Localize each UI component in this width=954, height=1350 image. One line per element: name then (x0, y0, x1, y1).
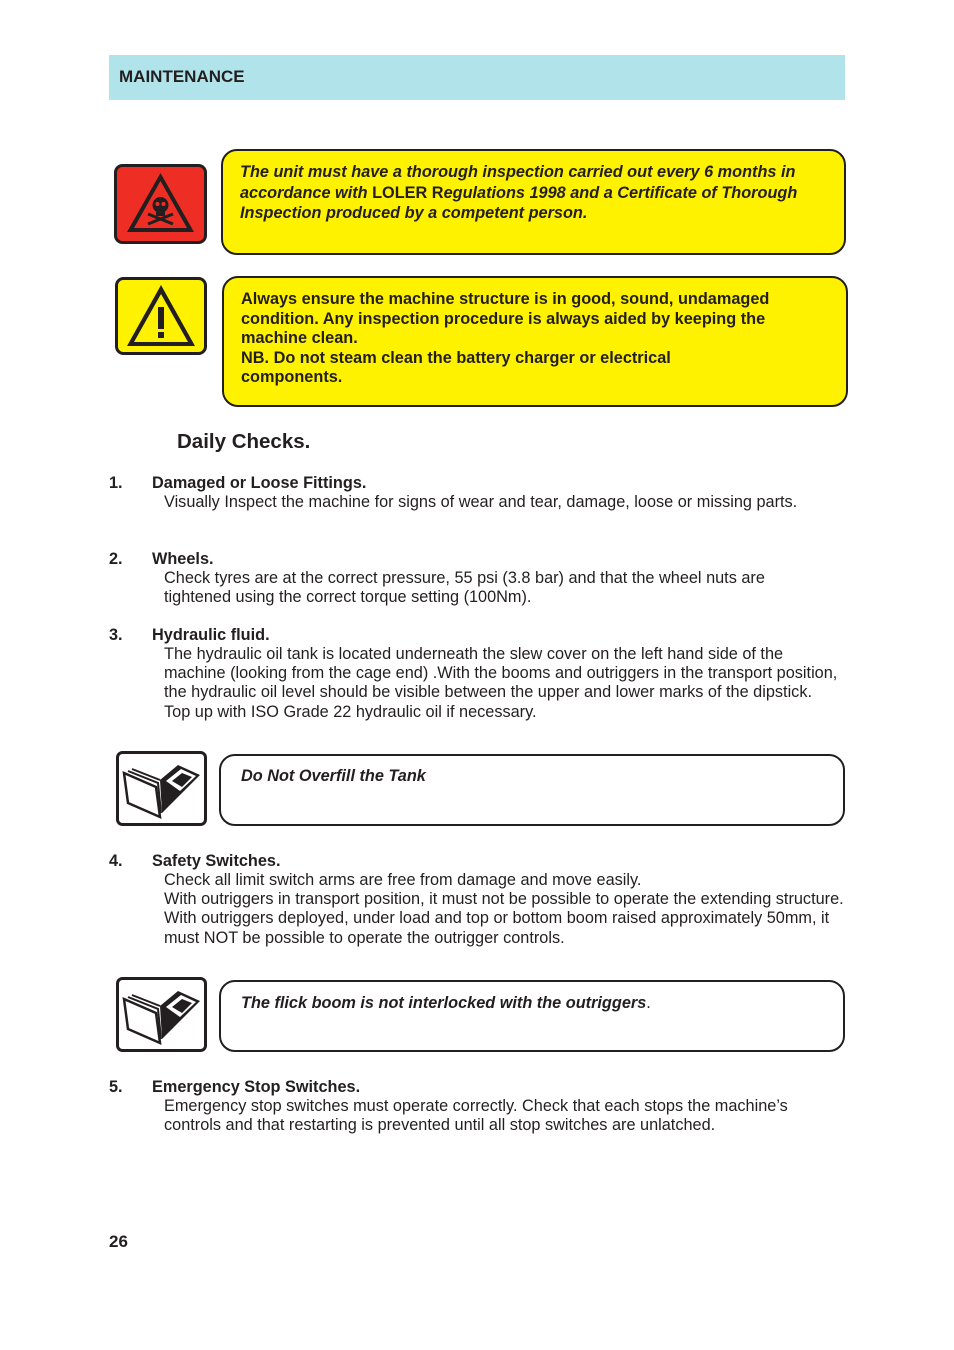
manual-book-icon (116, 751, 207, 826)
flick-boom-note-text (241, 994, 651, 1013)
daily-checks-heading: Daily Checks. (177, 430, 311, 453)
item-paragraph: With outriggers in transport position, it must not be possible to operate the extending structure. (164, 890, 844, 909)
loler-text-em: LOLER R (372, 183, 444, 202)
item-paragraph: The hydraulic oil tank is located underneath the slew cover on the left hand side of the machine (looking from the cage end) .With the booms and outriggers in the transport position, the hydraulic oil level should be visible between the upper and lower marks of the dipstick. (164, 645, 838, 702)
item-paragraph: Emergency stop switches must operate correctly. Check that each stops the machine’s controls and that restarting is prevented until all stop switches are unlatched. (164, 1097, 788, 1135)
item-paragraph: With outriggers deployed, under load and top or bottom boom raised approximately 50mm, it must NOT be possible to operate the outrigger controls. (164, 909, 830, 947)
warning-line: condition. Any inspection procedure is always aided by keeping the (241, 309, 766, 328)
item-title: Emergency Stop Switches. (152, 1078, 361, 1096)
loler-text-part: egulations 1998 and a Certificate of Thorough Inspection produced by a competent person. (240, 183, 798, 222)
warning-line: NB. Do not steam clean the battery charger or electrical (241, 348, 671, 367)
item-paragraph: Visually Inspect the machine for signs of wear and tear, damage, loose or missing parts. (164, 493, 798, 511)
note-text: The flick boom is not interlocked with the outriggers (241, 994, 647, 1012)
item-title: Safety Switches. (152, 852, 281, 870)
item-body (164, 493, 824, 512)
manual-book-icon (116, 977, 207, 1052)
warning-line: components. (241, 368, 343, 387)
loler-warning-text (240, 162, 835, 224)
item-paragraph: Top up with ISO Grade 22 hydraulic oil if necessary. (164, 702, 537, 721)
item-number: 5. (109, 1078, 123, 1096)
note-text: Do Not Overfill the Tank (241, 767, 426, 785)
warning-line: machine clean. (241, 329, 358, 348)
note-suffix: . (646, 994, 651, 1012)
exclamation-triangle-icon (115, 277, 207, 355)
section-header-bar (109, 55, 845, 100)
item-body (164, 569, 836, 607)
machine-structure-warning-text (241, 290, 841, 388)
overfill-note-text (241, 767, 426, 786)
item-body (164, 871, 844, 948)
item-number: 4. (109, 852, 123, 870)
loler-text-part: The unit must have a thorough inspection carried out every 6 months in accordance with (240, 163, 796, 202)
warning-line: Always ensure the machine structure is in good, sound, undamaged (241, 290, 770, 308)
item-paragraph: Check all limit switch arms are free from damage and move easily. (164, 871, 642, 889)
item-paragraph: Check tyres are at the correct pressure, 55 psi (3.8 bar) and that the wheel nuts are tightened using the correct torque setting (100Nm). (164, 569, 765, 607)
overfill-note-box (219, 754, 845, 826)
item-title: Damaged or Loose Fittings. (152, 474, 367, 492)
flick-boom-note-box (219, 980, 845, 1052)
skull-crossbones-icon (114, 164, 207, 244)
item-number: 3. (109, 626, 123, 644)
item-number: 1. (109, 474, 123, 492)
item-body (164, 645, 844, 722)
section-header-title: MAINTENANCE (119, 67, 245, 86)
page-number: 26 (109, 1232, 128, 1251)
item-title: Wheels. (152, 550, 214, 568)
item-title: Hydraulic fluid. (152, 626, 270, 644)
item-number: 2. (109, 550, 123, 568)
item-body (164, 1097, 849, 1135)
